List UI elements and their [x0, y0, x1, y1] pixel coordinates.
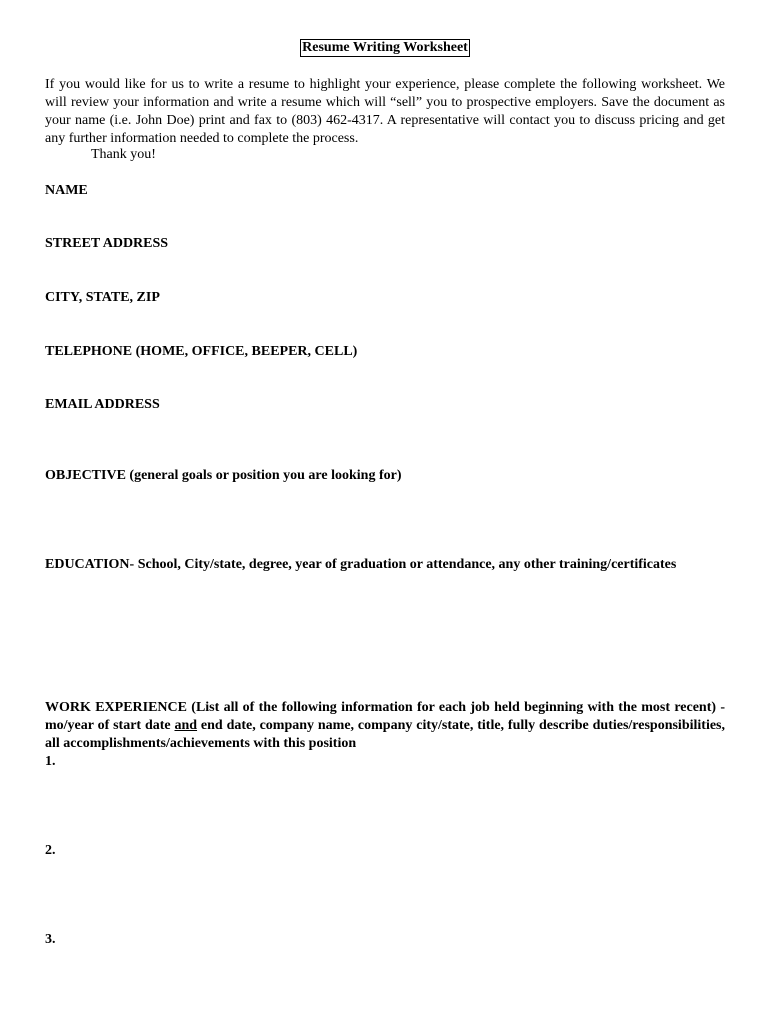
- job-number-3: 3.: [45, 932, 56, 947]
- work-experience-emphasis: and: [174, 718, 198, 733]
- education-label: EDUCATION- School, City/state, degree, year of graduation or attendance, any other training/certificates: [45, 557, 677, 572]
- work-experience-text-part1: WORK EXPERIENCE (List all of the following information for each job held beginning with the most recent) - mo/year of start date: [45, 700, 725, 733]
- email-address-label: EMAIL ADDRESS: [45, 397, 160, 412]
- name-label: NAME: [45, 183, 88, 198]
- work-experience-text-part2: end date, company name, company city/state, title, fully describe duties/responsibilities, all accomplishments/achievements with this position: [45, 718, 725, 751]
- intro-paragraph: [45, 76, 725, 148]
- title-container: [0, 38, 770, 57]
- document-title: Resume Writing Worksheet: [302, 40, 468, 55]
- street-address-label: STREET ADDRESS: [45, 236, 169, 251]
- telephone-label: TELEPHONE (HOME, OFFICE, BEEPER, CELL): [45, 344, 358, 359]
- work-experience-label: [45, 699, 725, 753]
- thank-you-text: Thank you!: [91, 147, 156, 162]
- objective-label: OBJECTIVE (general goals or position you are looking for): [45, 468, 402, 483]
- job-number-2: 2.: [45, 843, 56, 858]
- intro-text: If you would like for us to write a resume to highlight your experience, please complete the following worksheet. We will review your information and write a resume which will “sell” you to prospective employers. Save the document as your name (i.e. John Doe) print and fax to (803) 462-4317. A representative will contact you to discuss pricing and get any further information needed to complete the process.: [45, 77, 725, 146]
- job-number-1: 1.: [45, 754, 56, 769]
- city-state-zip-label: CITY, STATE, ZIP: [45, 290, 160, 305]
